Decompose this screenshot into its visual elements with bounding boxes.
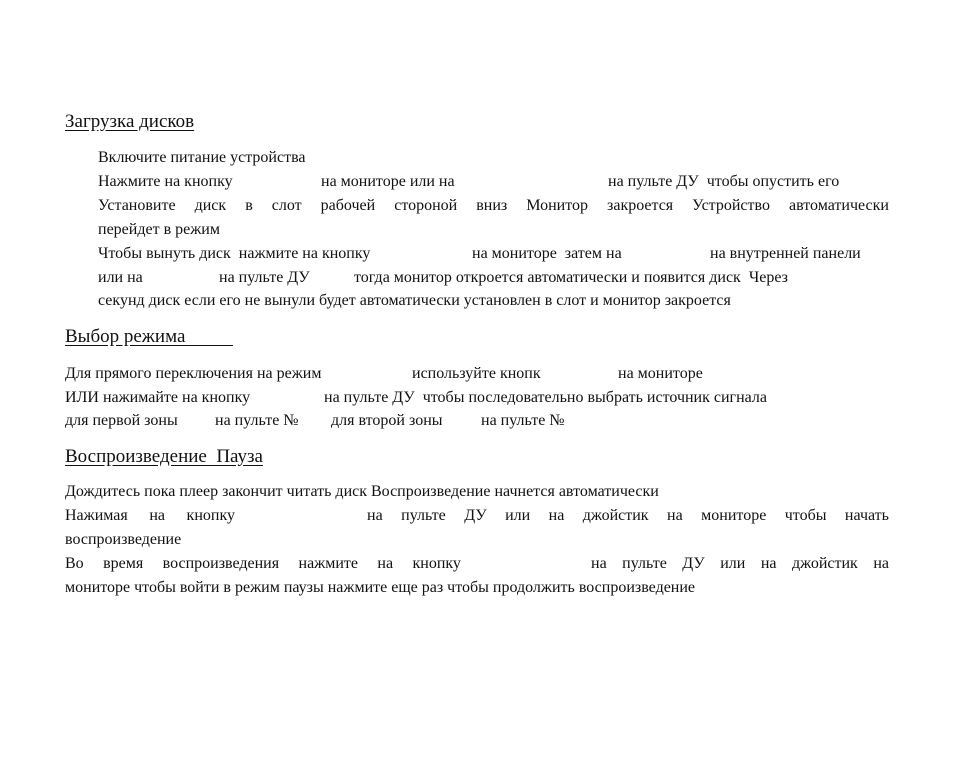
word: вниз bbox=[476, 197, 508, 214]
text-segment: тогда монитор откроется автоматически и появится диск Через bbox=[354, 269, 788, 286]
text-segment: на мониторе bbox=[618, 365, 703, 382]
paragraph-line: мониторе чтобы войти в режим паузы нажмите еще раз чтобы продолжить воспроизведение bbox=[65, 579, 696, 596]
section-heading-mode-select: Выбор режима bbox=[65, 326, 186, 347]
text-segment: Нажмите на кнопку bbox=[98, 173, 233, 190]
word: слот bbox=[271, 197, 302, 214]
text-segment: ИЛИ нажимайте на кнопку bbox=[65, 389, 251, 406]
word: закроется bbox=[607, 197, 674, 214]
paragraph-line: Включите питание устройства bbox=[98, 149, 306, 166]
text-segment: для первой зоны bbox=[65, 412, 178, 429]
word: рабочей bbox=[320, 197, 376, 214]
paragraph-line: перейдет в режим bbox=[98, 221, 220, 238]
word: Устройство bbox=[692, 197, 770, 214]
text-segment: на пульте ДУ bbox=[219, 269, 310, 286]
paragraph-line: секунд диск если его не вынули будет автоматически установлен в слот и монитор закроется bbox=[98, 292, 731, 309]
text-segment: на пульте ДУ или на джойстик на bbox=[591, 555, 889, 572]
text-segment: Нажимая на кнопку bbox=[65, 507, 235, 524]
text-segment: на пульте ДУ чтобы последовательно выбрать источник сигнала bbox=[324, 389, 768, 406]
word: автоматически bbox=[788, 197, 889, 214]
text-segment: на мониторе затем на bbox=[472, 245, 622, 262]
word: Монитор bbox=[526, 197, 588, 214]
text-segment: на пульте № bbox=[215, 412, 299, 429]
section-heading-playback-pause: Воспроизведение Пауза bbox=[65, 446, 263, 467]
word: в bbox=[245, 197, 253, 214]
section-heading-disc-loading: Загрузка дисков bbox=[65, 111, 195, 132]
text-segment: на внутренней панели bbox=[710, 245, 861, 262]
text-segment: Во время воспроизведения нажмите на кнопку bbox=[65, 555, 461, 572]
paragraph-line bbox=[98, 196, 889, 216]
text-segment: на пульте ДУ чтобы опустить его bbox=[608, 173, 840, 190]
text-segment: для второй зоны bbox=[331, 412, 443, 429]
text-segment: используйте кнопк bbox=[412, 365, 541, 382]
text-segment: на пульте № bbox=[481, 412, 565, 429]
paragraph-line: Дождитесь пока плеер закончит читать диск Воспроизведение начнется автоматически bbox=[65, 483, 659, 500]
word: Установите bbox=[98, 197, 176, 214]
text-segment: Для прямого переключения на режим bbox=[65, 365, 322, 382]
word: диск bbox=[194, 197, 227, 214]
word: стороной bbox=[394, 197, 458, 214]
text-segment: на мониторе или на bbox=[321, 173, 455, 190]
text-segment: Чтобы вынуть диск нажмите на кнопку bbox=[98, 245, 371, 262]
paragraph-line: воспроизведение bbox=[65, 531, 182, 548]
text-segment: на пульте ДУ или на джойстик на мониторе чтобы начать bbox=[367, 507, 889, 524]
text-segment: или на bbox=[98, 269, 143, 286]
